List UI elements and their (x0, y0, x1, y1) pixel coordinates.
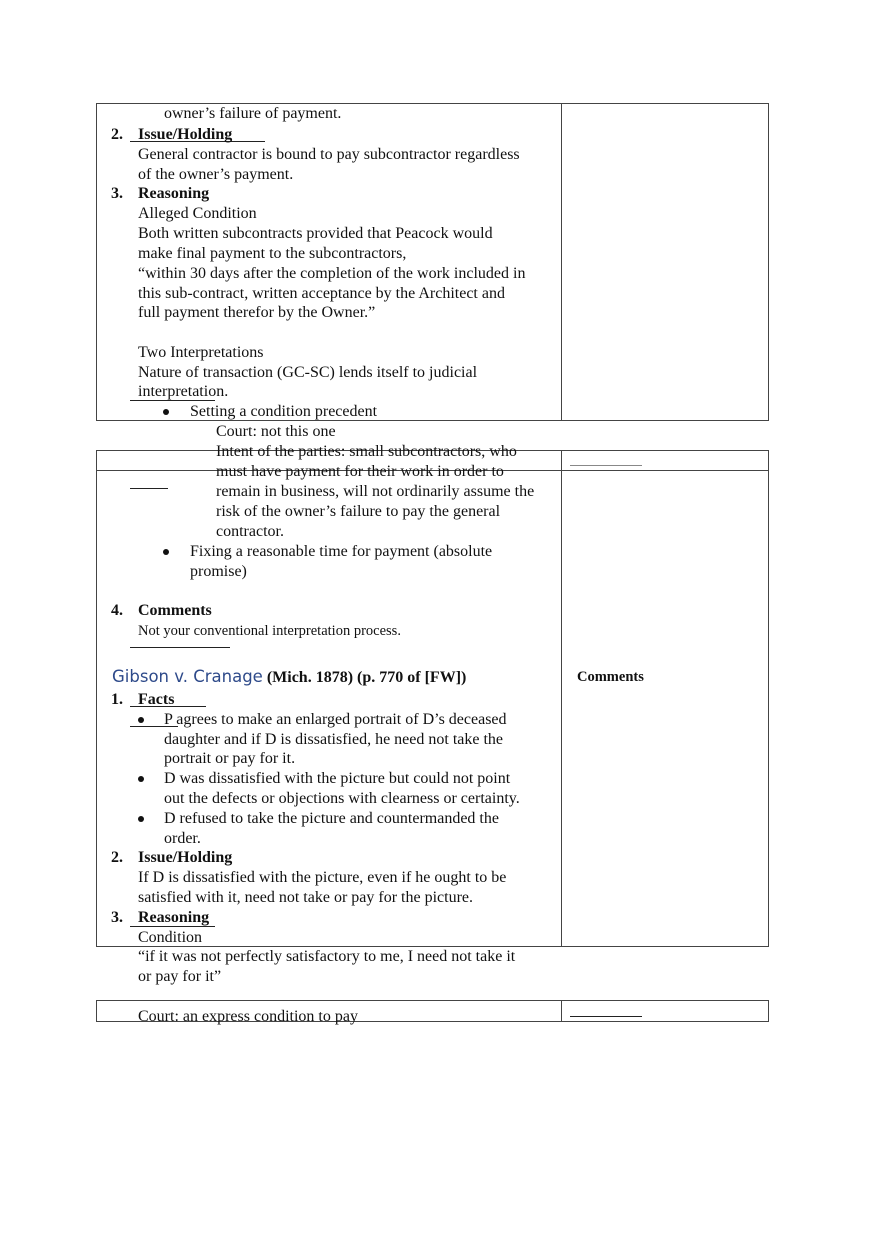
underline-mark (570, 1016, 642, 1017)
issue-heading: Issue/Holding (138, 126, 233, 143)
interpretation-bullet: promise) (190, 563, 247, 580)
fact-line: out the defects or objections with clearness or certainty. (164, 790, 520, 807)
fact-line: order. (164, 830, 201, 847)
bullet-icon (138, 776, 144, 782)
intent-line: Intent of the parties: small subcontractors, who (216, 443, 517, 460)
fact-line: P agrees to make an enlarged portrait of D’s deceased (164, 711, 507, 728)
court-line: Court: an express condition to pay (138, 1008, 358, 1025)
case-citation: (Mich. 1878) (p. 770 of [FW]) (266, 669, 467, 686)
issue-text-line: of the owner’s payment. (138, 166, 294, 183)
facts-heading: Facts (138, 691, 175, 708)
bullet-icon (138, 816, 144, 822)
issue-text-line: If D is dissatisfied with the picture, even if he ought to be (138, 869, 507, 886)
underline-mark (130, 488, 168, 489)
issue-text-line: General contractor is bound to pay subcontractor regardless (138, 146, 520, 163)
reasoning-line: Alleged Condition (138, 205, 257, 222)
case-title (112, 667, 466, 688)
case-name: Gibson v. Cranage (112, 667, 263, 686)
intent-line: must have payment for their work in order to (216, 463, 504, 480)
interpretation-bullet: Setting a condition precedent (190, 403, 378, 420)
issue-heading: Issue/Holding (138, 849, 233, 866)
reasoning-line: “if it was not perfectly satisfactory to me, I need not take it (138, 948, 516, 965)
reasoning-line: Both written subcontracts provided that Peacock would (138, 225, 493, 242)
comments-heading: Comments (138, 602, 212, 619)
reasoning-line: make final payment to the subcontractors, (138, 245, 407, 262)
table-divider-3 (561, 1000, 562, 1022)
intent-line: remain in business, will not ordinarily assume the (216, 483, 535, 500)
nature-line: interpretation. (138, 383, 229, 400)
reasoning-line: full payment therefor by the Owner.” (138, 304, 376, 321)
bullet-icon (163, 409, 169, 415)
intent-line: contractor. (216, 523, 284, 540)
continued-line: owner’s failure of payment. (164, 105, 342, 122)
two-interpretations: Two Interpretations (138, 344, 264, 361)
reasoning-heading: Reasoning (138, 909, 210, 926)
comments-text: Not your conventional interpretation process. (138, 623, 401, 639)
reasoning-number: 3. (111, 909, 123, 926)
reasoning-number: 3. (111, 185, 123, 202)
comments-number: 4. (111, 602, 123, 619)
facts-number: 1. (111, 691, 123, 708)
intent-line: risk of the owner’s failure to pay the general (216, 503, 501, 520)
fact-line: portrait or pay for it. (164, 750, 296, 767)
table-divider-2 (561, 450, 562, 947)
reasoning-line: or pay for it” (138, 968, 222, 985)
issue-number: 2. (111, 849, 123, 866)
fact-line: D was dissatisfied with the picture but could not point (164, 770, 511, 787)
reasoning-line: Condition (138, 929, 203, 946)
reasoning-heading: Reasoning (138, 185, 210, 202)
underline-mark (130, 647, 230, 648)
fact-line: daughter and if D is dissatisfied, he need not take the (164, 731, 504, 748)
underline-mark (570, 465, 642, 466)
reasoning-line: this sub-contract, written acceptance by the Architect and (138, 285, 505, 302)
issue-text-line: satisfied with it, need not take or pay for the picture. (138, 889, 474, 906)
court-line: Court: not this one (216, 423, 336, 440)
issue-number: 2. (111, 126, 123, 143)
table-divider-1 (561, 103, 562, 421)
bullet-icon (163, 549, 169, 555)
reasoning-line: “within 30 days after the completion of the work included in (138, 265, 526, 282)
side-comments-label: Comments (577, 669, 644, 685)
bullet-icon (138, 717, 144, 723)
interpretation-bullet: Fixing a reasonable time for payment (absolute (190, 543, 493, 560)
nature-line: Nature of transaction (GC-SC) lends itself to judicial (138, 364, 478, 381)
fact-line: D refused to take the picture and countermanded the (164, 810, 499, 827)
